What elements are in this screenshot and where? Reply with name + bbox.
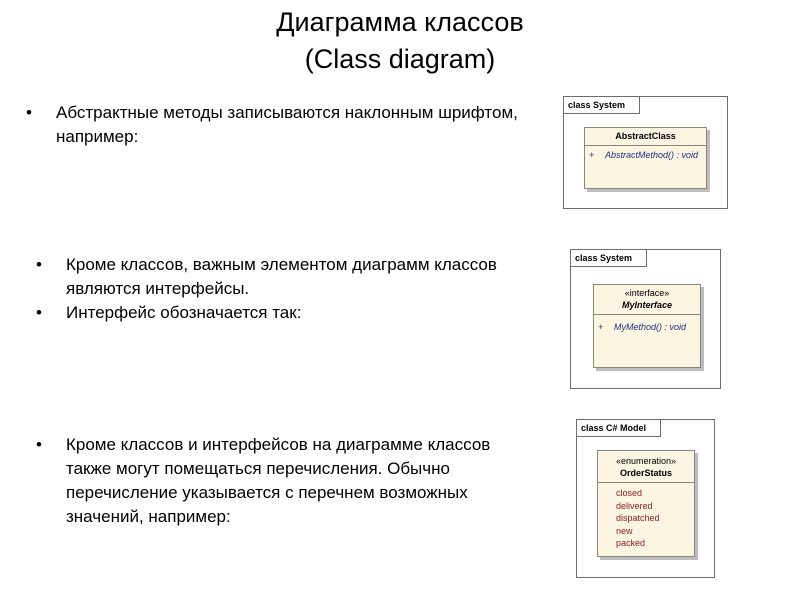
uml-frame-enumeration	[576, 419, 715, 578]
enum-literal: new	[616, 525, 633, 536]
enum-literals	[598, 487, 694, 550]
uml-method	[585, 149, 706, 161]
frame-label: class C# Model	[577, 420, 661, 437]
uml-class-abstract	[584, 127, 707, 189]
frame-label: class System	[564, 97, 640, 114]
uml-method-signature: AbstractMethod() : void	[605, 150, 699, 160]
uml-method-signature: MyMethod() : void	[614, 322, 687, 332]
uml-stereotype: «enumeration»	[615, 456, 677, 466]
enum-literal: delivered	[616, 500, 653, 511]
bullet-text: Интерфейс обозначается так:	[66, 303, 302, 322]
uml-frame-interface	[570, 249, 721, 389]
uml-method	[594, 321, 700, 333]
uml-enumeration	[597, 450, 695, 557]
uml-class-header	[585, 128, 706, 146]
slide-title	[0, 4, 800, 78]
bullet-list-abstract-methods	[26, 101, 526, 149]
bullet-list-interfaces	[36, 253, 526, 325]
title-line-1: Диаграмма классов	[276, 7, 524, 37]
uml-stereotype: «interface»	[624, 288, 670, 298]
enum-literal: closed	[616, 488, 643, 498]
visibility-marker: +	[598, 322, 604, 332]
uml-class-name: OrderStatus	[619, 468, 672, 478]
bullet-marker: •	[26, 103, 32, 122]
enum-literal: dispatched	[616, 513, 660, 523]
uml-class-header	[598, 451, 694, 483]
frame-label: class System	[571, 250, 647, 267]
uml-class-name: MyInterface	[621, 300, 673, 310]
uml-class-name: AbstractClass	[615, 131, 676, 141]
bullet-item	[36, 301, 526, 325]
uml-class-header	[594, 285, 700, 315]
bullet-item	[36, 253, 526, 301]
bullet-marker: •	[36, 255, 42, 274]
bullet-item	[26, 101, 526, 149]
bullet-marker: •	[36, 435, 42, 454]
title-line-2: (Class diagram)	[304, 44, 496, 74]
uml-interface	[593, 284, 701, 368]
visibility-marker: +	[589, 150, 595, 160]
bullet-marker: •	[36, 303, 42, 322]
enum-literal: packed	[616, 538, 646, 548]
bullet-text: Абстрактные методы записываются наклонным шрифтом, например:	[56, 103, 518, 146]
uml-frame-abstract-class	[563, 96, 728, 209]
bullet-text: Кроме классов и интерфейсов на диаграмме классов также могут помещаться перечисления. Обычно перечисление указывается с перечнем возможных значений, например:	[66, 435, 491, 526]
bullet-text: Кроме классов, важным элементом диаграмм классов являются интерфейсы.	[66, 255, 497, 298]
bullet-item	[36, 433, 536, 529]
bullet-list-enumerations	[36, 433, 536, 529]
